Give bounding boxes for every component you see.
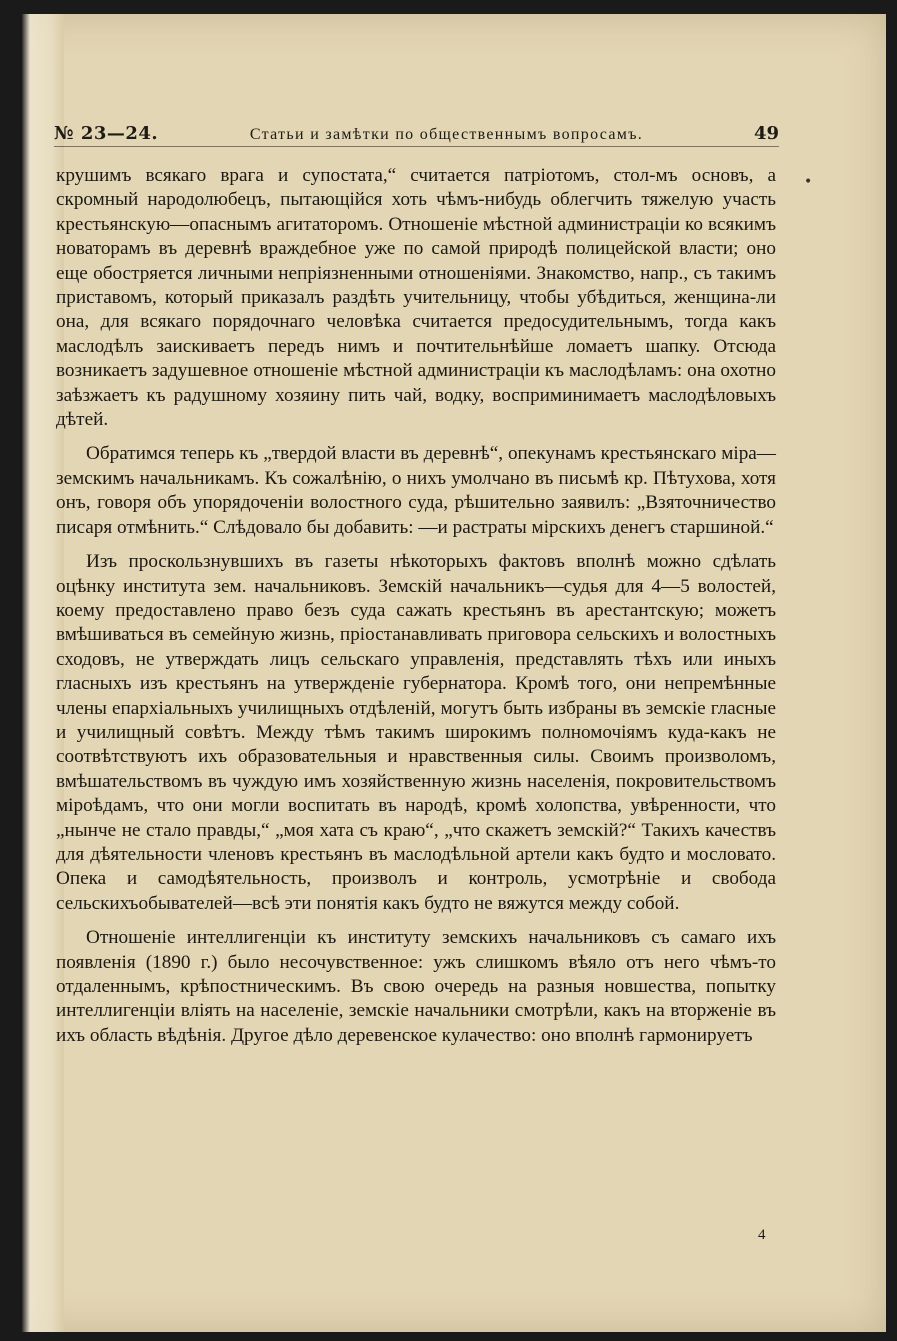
- issue-number: № 23—24.: [54, 123, 159, 144]
- binding-shadow: [22, 14, 30, 1332]
- paragraph-2: Обратимся теперь къ „твердой власти въ деревнѣ“, опекунамъ крестьянскаго міра—земскимъ начальникамъ. Къ сожалѣнію, о нихъ умолчано въ письмѣ кр. Пѣтухова, хотя онъ, говоря объ упорядоченіи волостного суда, рѣшительно заявилъ: „Взяточничество писаря отмѣнить.“ Слѣдовало бы добавить: —и растраты мірскихъ денегъ старшиной.“: [56, 443, 776, 538]
- running-title: Статьи и замѣтки по общественнымъ вопросамъ.: [249, 126, 644, 143]
- header-rule: [54, 146, 779, 147]
- running-header: [54, 118, 779, 144]
- book-page: [22, 14, 886, 1332]
- margin-mark: •: [804, 174, 813, 190]
- paragraph-3: Изъ проскользнувшихъ въ газеты нѣкоторыхъ фактовъ вполнѣ можно сдѣлать оцѣнку института зем. начальниковъ. Земскій начальникъ—судья для 4—5 волостей, коему предоставлено право безъ суда сажать крестьянъ въ арестантскую; можетъ вмѣшиваться въ семейную жизнь, пріостанавливать приговора сельскихъ и волостныхъ сходовъ, не утверждать лицъ сельскаго управленія, представлять тѣхъ или иныхъ гласныхъ изъ крестьянъ на утвержденіе губернатора. Кромѣ того, они непремѣнные члены епархіальныхъ училищныхъ отдѣленій, могутъ быть избраны въ земскіе гласные и училищный совѣтъ. Между тѣмъ такимъ широкимъ полномочіямъ куда-какъ не соотвѣтствуютъ ихъ образовательныя и нравственныя силы. Своимъ произволомъ, вмѣшательствомъ въ чуждую имъ хозяйственную жизнь населенія, покровительствомъ мірoѣдамъ, что они могли воспитать въ народѣ, кромѣ холопства, увѣренности, что „нынче не стало правды,“ „моя хата съ краю“, „что скажетъ земскій?“ Такихъ качествъ для дѣятельности членовъ крестьянъ въ маслодѣльной артели какъ будто и мословато. Опека и самодѣятельность, произволъ и контроль, усмотрѣніе и свобода сельскихъобывателей—всѣ эти понятія какъ будто не вяжутся между собой.: [56, 551, 776, 914]
- paragraph-4: Отношеніе интеллигенціи къ институту земскихъ начальниковъ съ самаго ихъ появленія (1890 г.) было несочувственное: ужъ слишкомъ вѣяло отъ него чѣмъ-то отдаленнымъ, крѣпостническимъ. Въ свою очередь на разныя новшества, попытку интеллигенціи вліять на населеніе, земскіе начальники смотрѣли, какъ на вторженіе въ ихъ область вѣдѣнія. Другое дѣло деревенское кулачество: оно вполнѣ гармонируетъ: [56, 927, 776, 1046]
- signature-mark: 4: [758, 1227, 766, 1243]
- body-text: [56, 164, 776, 1058]
- paragraph-1: крушимъ всякаго врага и супостата,“ считается патріотомъ, стол-мъ основъ, а скромный народолюбецъ, пытающійся хоть чѣмъ-нибудь облегчить тяжелую участь крестьянскую—опаснымъ агитаторомъ. Отношеніе мѣстной администраціи ко всякимъ новаторамъ въ деревнѣ враждебное уже по самой природѣ полицейской власти; оно еще обостряется личными непріязненными отношеніями. Знакомство, напр., съ такимъ приставомъ, который приказалъ раздѣть учительницу, чтобы убѣдиться, женщина-ли она, для всякаго порядочнаго человѣка считается предосудительнымъ, тогда какъ маслодѣлъ заискиваетъ передъ нимъ и почтительнѣйше ломаетъ шапку. Отсюда возникаетъ задушевное отношеніе мѣстной администраціи къ маслодѣламъ: она охотно заѣзжаетъ къ радушному хозяину пить чай, водку, восприминимаетъ маслодѣловыхъ дѣтей.: [56, 165, 776, 431]
- page-number: 49: [753, 123, 779, 144]
